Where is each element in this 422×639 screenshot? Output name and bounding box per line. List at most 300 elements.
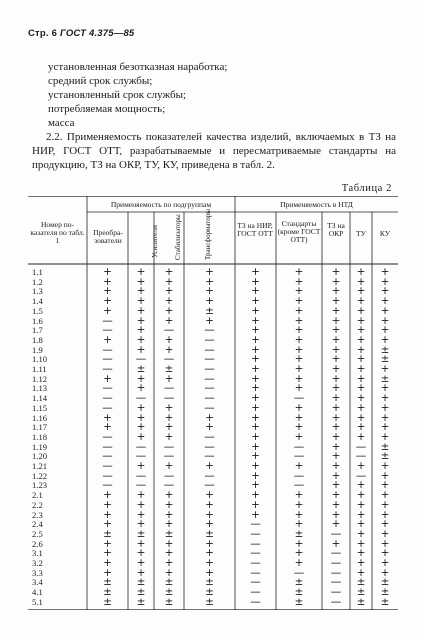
table-cell-mark: ± — [103, 527, 112, 540]
table-cell-mark: — — [293, 392, 305, 405]
row-number: 2.5 — [32, 528, 43, 539]
row-number: 1.4 — [32, 296, 43, 307]
table-cell-mark: — — [330, 576, 342, 589]
table-cell-mark: ± — [136, 586, 146, 599]
table-cell-mark: + — [103, 295, 112, 308]
table-cell-mark: + — [205, 537, 214, 550]
table-cell-mark: + — [136, 411, 146, 424]
table-cell-mark: + — [380, 295, 390, 308]
table-cell-mark: + — [380, 363, 390, 375]
table-cell-mark: + — [380, 392, 390, 405]
table-cell-mark: — — [250, 527, 261, 540]
table-cell-mark: + — [331, 421, 341, 434]
table-cell-mark: + — [331, 450, 341, 463]
table-cell-mark: + — [294, 537, 304, 550]
row-number: 3.3 — [32, 567, 43, 578]
table-cell-mark: — — [204, 469, 215, 482]
table-cell-mark: ± — [380, 450, 390, 463]
table-cell-mark: + — [294, 372, 304, 385]
table-cell-mark: + — [356, 430, 366, 443]
row-number: 2.4 — [32, 519, 43, 530]
table-cell-mark: + — [164, 372, 174, 385]
table-cell-mark: — — [330, 566, 342, 579]
table-cell-mark: + — [251, 353, 260, 366]
table-cell-mark: + — [356, 518, 366, 531]
table-cell-mark: — — [250, 595, 261, 608]
table-cell-mark: + — [380, 285, 390, 298]
table-cell-mark: ± — [205, 576, 214, 589]
table-cell-mark: + — [331, 508, 341, 521]
table-cell-mark: — — [135, 479, 147, 492]
table-cell-mark: + — [136, 401, 146, 414]
table-cell-mark: + — [164, 547, 174, 560]
table-cell-mark: ± — [294, 527, 304, 540]
table-cell-mark: + — [294, 498, 304, 511]
table-cell-mark: + — [356, 401, 366, 414]
table-cell-mark: + — [356, 353, 366, 366]
table-cell-mark: + — [294, 343, 304, 356]
table-cell-mark: — — [102, 401, 113, 414]
table-cell-mark: + — [251, 266, 260, 278]
table-cell-mark: — — [163, 392, 175, 405]
table-cell-mark: ± — [103, 595, 112, 608]
table-cell-mark: — — [204, 343, 215, 356]
table-cell-mark: + — [294, 314, 304, 327]
table-cell-mark: — — [250, 566, 261, 579]
table-cell-mark: — — [204, 353, 215, 366]
table-cell-mark: + — [356, 343, 366, 356]
table-cell-mark: ± — [164, 595, 174, 608]
table-cell-mark: + — [331, 460, 341, 472]
table-cell-mark: + — [164, 314, 174, 327]
table-cell-mark: + — [356, 537, 366, 550]
table-cell-mark: + — [205, 295, 214, 308]
table-cell-mark: + — [331, 304, 341, 317]
table-cell-mark: + — [294, 430, 304, 443]
table-cell-mark: ± — [205, 586, 214, 599]
table-cell-mark: — — [163, 353, 175, 366]
row-number: 1.15 — [32, 402, 48, 413]
row-number: 3.1 — [32, 548, 43, 559]
table-cell-mark: + — [164, 401, 174, 414]
row-number: 1.22 — [32, 470, 48, 481]
table-cell-mark: + — [356, 547, 366, 560]
table-cell-mark: + — [294, 557, 304, 569]
table-cell-mark: + — [380, 304, 390, 317]
table-cell-mark: + — [331, 275, 341, 288]
table-cell-mark: ± — [380, 372, 390, 385]
table-cell-mark: + — [380, 460, 390, 472]
table-cell-mark: — — [204, 372, 215, 385]
table-cell-mark: + — [136, 275, 146, 288]
table-cell-mark: + — [380, 508, 390, 521]
table-cell-mark: + — [331, 333, 341, 346]
table-cell-mark: + — [331, 479, 341, 492]
table-cell-mark: + — [205, 275, 214, 288]
table-cell-mark: — — [204, 401, 215, 414]
table-cell-mark: + — [356, 314, 366, 327]
table-cell-mark: ± — [136, 363, 146, 375]
table-cell-mark: + — [380, 469, 390, 482]
table-cell-mark: + — [356, 479, 366, 492]
table-cell-mark: + — [356, 460, 366, 472]
table-cell-mark: — — [250, 547, 261, 560]
table-cell-mark: + — [380, 527, 390, 540]
table-cell-mark: — — [135, 450, 147, 463]
table-cell-mark: + — [205, 266, 214, 278]
table-cell-mark: + — [294, 518, 304, 531]
table-cell-mark: + — [136, 547, 146, 560]
table-cell-mark: — — [204, 430, 215, 443]
table-cell-mark: — — [330, 557, 342, 569]
row-number: 1.20 — [32, 451, 48, 462]
table-cell-mark: + — [380, 421, 390, 434]
table-cell-mark: + — [103, 508, 112, 521]
table-cell-mark: — — [102, 343, 113, 356]
row-number: 3.4 — [32, 577, 43, 588]
table-cell-mark: + — [103, 285, 112, 298]
table-cell-mark: — — [102, 314, 113, 327]
table-cell-mark: + — [251, 304, 260, 317]
table-cell-mark: — — [204, 382, 215, 395]
table-cell-mark: + — [205, 489, 214, 502]
table-cell-mark: + — [103, 498, 112, 511]
list-item: установленная безотказная наработка; — [48, 61, 228, 73]
table-cell-mark: + — [331, 489, 341, 502]
table-cell-mark: + — [136, 372, 146, 385]
table-cell-mark: + — [356, 324, 366, 337]
table-cell-mark: + — [205, 498, 214, 511]
table-cell-mark: + — [136, 460, 146, 472]
table-cell-mark: + — [251, 479, 260, 492]
table-cell-mark: + — [251, 421, 260, 434]
table-cell-mark: + — [136, 314, 146, 327]
table-cell-mark: + — [331, 343, 341, 356]
table-cell-mark: — — [293, 450, 305, 463]
table-cell-mark: ± — [136, 576, 146, 589]
table-cell-mark: + — [103, 266, 112, 278]
row-number: 1.21 — [32, 461, 48, 471]
paragraph-text: 2.2. Применяемость показателей качества изделий, включаемых в ТЗ на НИР, ГОСТ ОТТ, разрабатываемые и пересматриваемые стандарты на продукцию, ТЗ на ОКР, ТУ, КУ, приведена в табл. 2. — [32, 131, 396, 171]
table-cell-mark: + — [294, 266, 304, 278]
row-number: 1.14 — [32, 393, 48, 404]
table-cell-mark: + — [294, 411, 304, 424]
table-cell-mark: — — [135, 469, 147, 482]
table-cell-mark: + — [356, 489, 366, 502]
table-cell-mark: — — [102, 382, 113, 395]
table-cell-mark: + — [103, 411, 112, 424]
table-cell-mark: — — [250, 537, 261, 550]
table-cell-mark: + — [356, 392, 366, 405]
table-cell-mark: + — [136, 489, 146, 502]
table-cell-mark: + — [380, 333, 390, 346]
table-cell-mark: + — [205, 421, 214, 434]
table-cell-mark: + — [356, 557, 366, 569]
table-cell-mark: + — [136, 537, 146, 550]
table-cell-mark: — — [204, 333, 215, 346]
table-cell-mark: — — [135, 392, 147, 405]
table-cell-mark: + — [164, 566, 174, 579]
table-cell-mark: + — [136, 266, 146, 278]
table-cell-mark: + — [251, 275, 260, 288]
table-cell-mark: + — [380, 324, 390, 337]
row-number: 1.19 — [32, 441, 48, 452]
table-cell-mark: + — [380, 430, 390, 443]
table-cell-mark: ± — [164, 576, 174, 589]
paragraph-2-2 — [32, 131, 396, 172]
table-cell-mark: + — [294, 363, 304, 375]
table-cell-mark: + — [164, 333, 174, 346]
table-cell-mark: + — [251, 333, 260, 346]
row-number: 1.8 — [32, 334, 43, 345]
table-cell-mark: — — [355, 440, 367, 453]
table-cell-mark: + — [136, 382, 146, 395]
table-cell-mark: ± — [164, 527, 174, 540]
table-cell-mark: + — [331, 363, 341, 375]
table-cell-mark: + — [380, 537, 390, 550]
table-cell-mark: + — [380, 518, 390, 531]
table-cell-mark: + — [136, 285, 146, 298]
table-cell-mark: ± — [136, 527, 146, 540]
table-cell-mark: + — [331, 430, 341, 443]
table-cell-mark: + — [103, 537, 112, 550]
table-cell-mark: + — [356, 333, 366, 346]
row-number: 3.2 — [32, 558, 43, 568]
table-cell-mark: + — [356, 411, 366, 424]
list-item: средний срок службы; — [48, 75, 153, 87]
table-cell-mark: — — [355, 450, 367, 463]
header-preobrazovateli: Преобразователи — [93, 228, 123, 246]
table-cell-mark: — — [102, 469, 113, 482]
table-cell-mark: + — [205, 460, 214, 472]
table-cell-mark: + — [164, 430, 174, 443]
table-cell-mark: — — [250, 586, 261, 599]
table-cell-mark: ± — [103, 576, 112, 589]
table-cell-mark: — — [250, 576, 261, 589]
table-cell-mark: + — [380, 566, 390, 579]
table-cell-mark: ± — [294, 576, 304, 589]
table-cell-mark: — — [135, 440, 147, 453]
table-cell-mark: + — [136, 518, 146, 531]
table-cell-mark: ± — [380, 440, 390, 453]
row-number: 1.18 — [32, 431, 48, 442]
table-cell-mark: + — [136, 421, 146, 434]
table-cell-mark: + — [164, 489, 174, 502]
table-cell-mark: — — [102, 353, 113, 366]
table-cell-mark: + — [294, 489, 304, 502]
table-cell-mark: + — [331, 353, 341, 366]
table-cell-mark: + — [251, 363, 260, 375]
table-cell-mark: + — [205, 518, 214, 531]
table-cell-mark: + — [356, 372, 366, 385]
table-cell-mark: + — [251, 314, 260, 327]
table-cell-mark: + — [331, 266, 341, 278]
list-item: установленный срок службы; — [48, 89, 187, 101]
table-cell-mark: + — [251, 295, 260, 308]
table-cell-mark: + — [380, 275, 390, 288]
table-cell-mark: + — [251, 285, 260, 298]
row-number: 1.5 — [32, 305, 43, 316]
table-cell-mark: + — [294, 421, 304, 434]
table-cell-mark: — — [102, 479, 113, 492]
table-cell-mark: — — [102, 460, 113, 472]
table-cell-mark: + — [251, 382, 260, 395]
row-number: 2.2 — [32, 499, 43, 510]
table-cell-mark: + — [103, 547, 112, 560]
table-cell-mark: + — [331, 285, 341, 298]
table-cell-mark: + — [164, 285, 174, 298]
table-cell-mark: + — [103, 333, 112, 346]
table-cell-mark: + — [331, 372, 341, 385]
row-number: 5.1 — [32, 596, 43, 607]
table-cell-mark: + — [294, 324, 304, 337]
table-cell-mark: — — [102, 392, 113, 405]
table-cell-mark: + — [136, 557, 146, 569]
table-cell-mark: — — [355, 469, 367, 482]
header-usiliteli: Усилители — [150, 225, 159, 258]
table-cell-mark: — — [293, 469, 305, 482]
table-cell-mark: + — [294, 401, 304, 414]
table-cell-mark: + — [251, 401, 260, 414]
table-cell-mark: + — [380, 314, 390, 327]
table-cell-mark: ± — [380, 586, 390, 599]
row-number: 1.9 — [32, 344, 43, 355]
table-cell-mark: ± — [103, 586, 112, 599]
table-cell-mark: — — [204, 392, 215, 405]
header-standarty: Стандарты (кроме ГОСТ ОТТ) — [277, 219, 321, 245]
header-row-number: Номер показателя по табл. 1 — [30, 220, 85, 246]
table-cell-mark: ± — [380, 353, 390, 366]
table-cell-mark: + — [251, 392, 260, 405]
table-cell-mark: + — [380, 266, 390, 278]
table-caption: Таблица 2 — [341, 183, 392, 194]
table-cell-mark: + — [380, 411, 390, 424]
table-cell-mark: + — [251, 469, 260, 482]
header-tz-okr: ТЗ на ОКР — [327, 221, 345, 239]
table-cell-mark: + — [356, 566, 366, 579]
table-cell-mark: + — [356, 295, 366, 308]
row-number: 1.13 — [32, 383, 48, 394]
table-cell-mark: + — [103, 275, 112, 288]
header-transformatory: Трансформаторы — [204, 209, 212, 260]
table-cell-mark: + — [205, 547, 214, 560]
table-cell-mark: + — [331, 314, 341, 327]
table-cell-mark: + — [136, 324, 146, 337]
table-cell-mark: + — [136, 333, 146, 346]
header-ku: КУ — [379, 229, 391, 238]
page-number: Стр. 6 — [28, 28, 58, 39]
table-cell-mark: + — [331, 537, 341, 550]
table-cell-mark: + — [331, 411, 341, 424]
table-cell-mark: + — [356, 304, 366, 317]
table-cell-mark: + — [294, 333, 304, 346]
table-cell-mark: + — [251, 508, 260, 521]
table-cell-mark: + — [103, 421, 112, 434]
table-cell-mark: + — [103, 489, 112, 502]
table-cell-mark: + — [331, 392, 341, 405]
table-cell-mark: — — [102, 450, 113, 463]
table-cell-mark: + — [136, 343, 146, 356]
table-cell-mark: + — [103, 304, 112, 317]
table-cell-mark: + — [103, 557, 112, 569]
table-cell-mark: — — [102, 363, 113, 375]
table-cell-mark: + — [251, 450, 260, 463]
table-cell-mark: + — [356, 382, 366, 395]
table-cell-mark: + — [294, 304, 304, 317]
table-cell-mark: + — [136, 508, 146, 521]
table-cell-mark: — — [330, 595, 342, 608]
table-cell-mark: + — [294, 508, 304, 521]
table-cell-mark: — — [163, 382, 175, 395]
table-cell-mark: — — [330, 527, 342, 540]
row-number: 2.3 — [32, 509, 43, 520]
table-cell-mark: + — [380, 557, 390, 569]
table-cell-mark: — — [163, 324, 175, 337]
table-cell-mark: — — [163, 469, 175, 482]
table-cell-mark: + — [331, 382, 341, 395]
table-cell-mark: + — [164, 304, 174, 317]
table-cell-mark: + — [164, 518, 174, 531]
table-cell-mark: + — [380, 401, 390, 414]
table-cell-mark: ± — [356, 595, 366, 608]
table-cell-mark: + — [103, 372, 112, 385]
table-cell-mark: + — [205, 285, 214, 298]
table-cell-mark: + — [251, 324, 260, 337]
table-cell-mark: + — [356, 275, 366, 288]
table-cell-mark: + — [356, 527, 366, 540]
header-stabilizatory: Стабилизаторы — [174, 214, 182, 260]
table-cell-mark: ± — [380, 576, 390, 589]
table-cell-mark: ± — [356, 576, 366, 589]
row-number: 1.16 — [32, 412, 48, 423]
table-cell-mark: + — [331, 324, 341, 337]
row-number: 1.2 — [32, 276, 43, 287]
table-cell-mark: — — [163, 440, 175, 453]
table-cell-mark: ± — [294, 586, 304, 599]
table-cell-mark: — — [204, 363, 215, 375]
table-cell-mark: — — [204, 450, 215, 463]
table-cell-mark: + — [136, 566, 146, 579]
table-cell-mark: ± — [205, 527, 214, 540]
table-cell-mark: + — [205, 508, 214, 521]
table-cell-mark: ± — [205, 595, 214, 608]
table-cell-mark: + — [356, 266, 366, 278]
table-cell-mark: — — [102, 430, 113, 443]
table-cell-mark: + — [251, 498, 260, 511]
table-cell-mark: + — [331, 498, 341, 511]
table-cell-mark: ± — [380, 595, 390, 608]
table-cell-mark: + — [164, 266, 174, 278]
page-header — [28, 28, 134, 39]
table-cell-mark: + — [331, 518, 341, 531]
table-cell-mark: ± — [136, 595, 146, 608]
table-cell-mark: + — [205, 411, 214, 424]
table-cell-mark: + — [294, 547, 304, 560]
table-cell-mark: ± — [164, 586, 174, 599]
table-cell-mark: + — [251, 343, 260, 356]
table-cell-mark: + — [136, 430, 146, 443]
table-cell-mark: — — [293, 566, 305, 579]
table-cell-mark: + — [294, 460, 304, 472]
table-cell-mark: — — [204, 479, 215, 492]
table-cell-mark: + — [164, 498, 174, 511]
table-cell-mark: — — [102, 324, 113, 337]
header-group-subgroups: Применяемость по подгруппам — [110, 200, 212, 209]
row-number: 1.23 — [32, 480, 48, 491]
table-cell-mark: — — [330, 547, 342, 560]
table-cell-mark: — — [204, 440, 215, 453]
table-cell-mark: — — [250, 557, 261, 569]
